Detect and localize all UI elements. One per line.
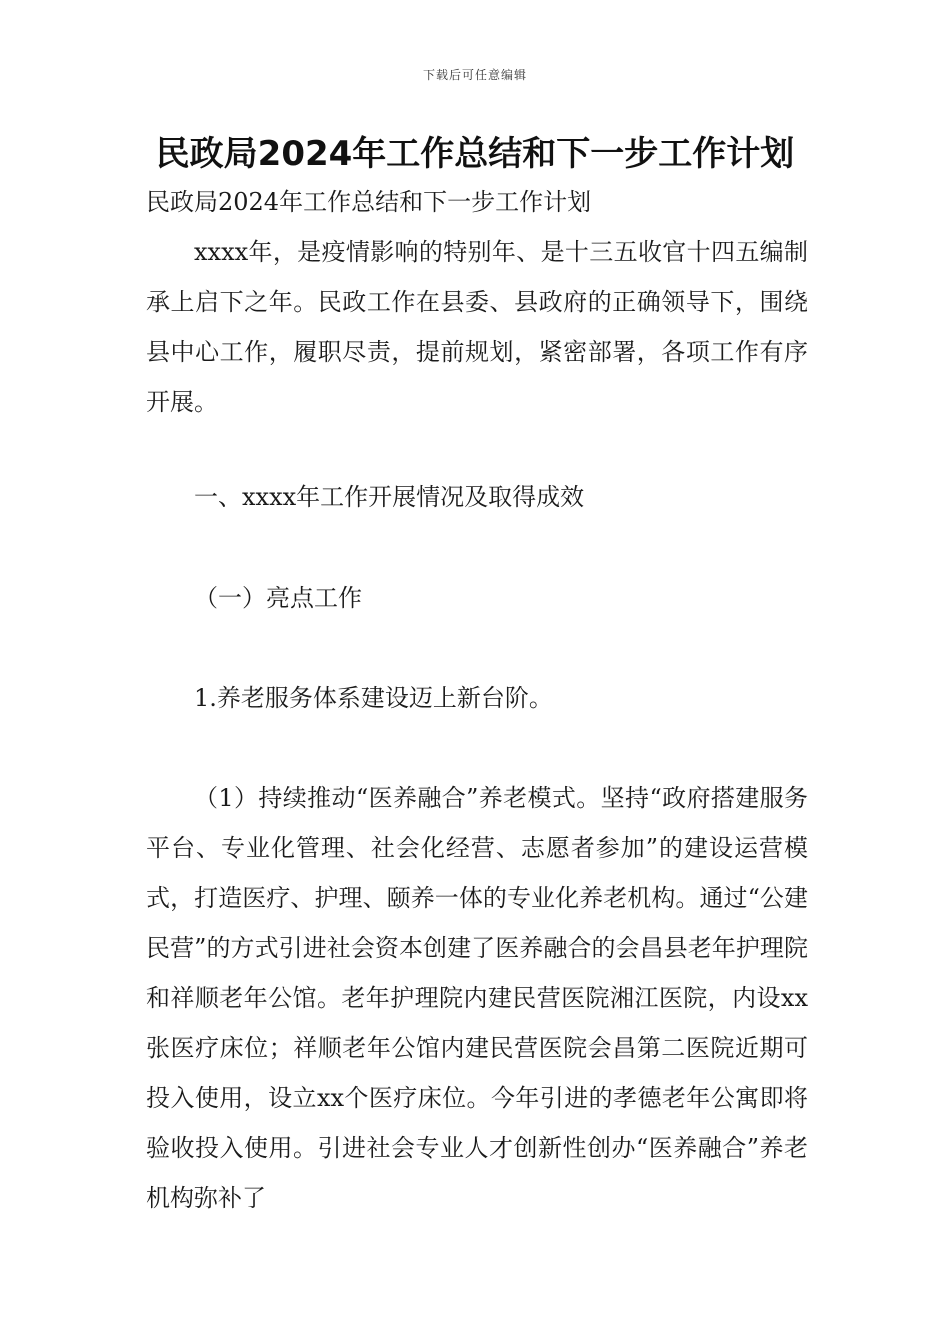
section-heading: 一、xxxx年工作开展情况及取得成效 [194,483,585,511]
item-body-paragraph: （1）持续推动“医养融合”养老模式。坚持“政府搭建服务平台、专业化管理、社会化经营、志愿者参加”的建设运营模式，打造医疗、护理、颐养一体的专业化养老机构。通过“公建民营”的方式引进社会资本创建了医养融合的会昌县老年护理院和祥顺老年公馆。老年护理院内建民营医院湘江医院，内设xx张医疗床位；祥顺老年公馆内建民营医院会昌第二医院近期可投入使用，设立xx个医疗床位。今年引进的孝德老年公寓即将验收投入使用。引进社会专业人才创新性创办“医养融合”养老机构弥补了 [146,784,808,1212]
subsection-heading: （一）亮点工作 [194,584,362,612]
header-note: 下载后可任意编辑 [422,68,527,82]
document-subtitle: 民政局2024年工作总结和下一步工作计划 [146,188,592,216]
intro-paragraph: xxxx年，是疫情影响的特别年、是十三五收官十四五编制承上启下之年。民政工作在县委、县政府的正确领导下，围绕县中心工作，履职尽责，提前规划，紧密部署，各项工作有序开展。 [146,238,808,416]
item-heading: 1.养老服务体系建设迈上新台阶。 [194,684,553,712]
document-title: 民政局2024年工作总结和下一步工作计划 [155,134,795,174]
